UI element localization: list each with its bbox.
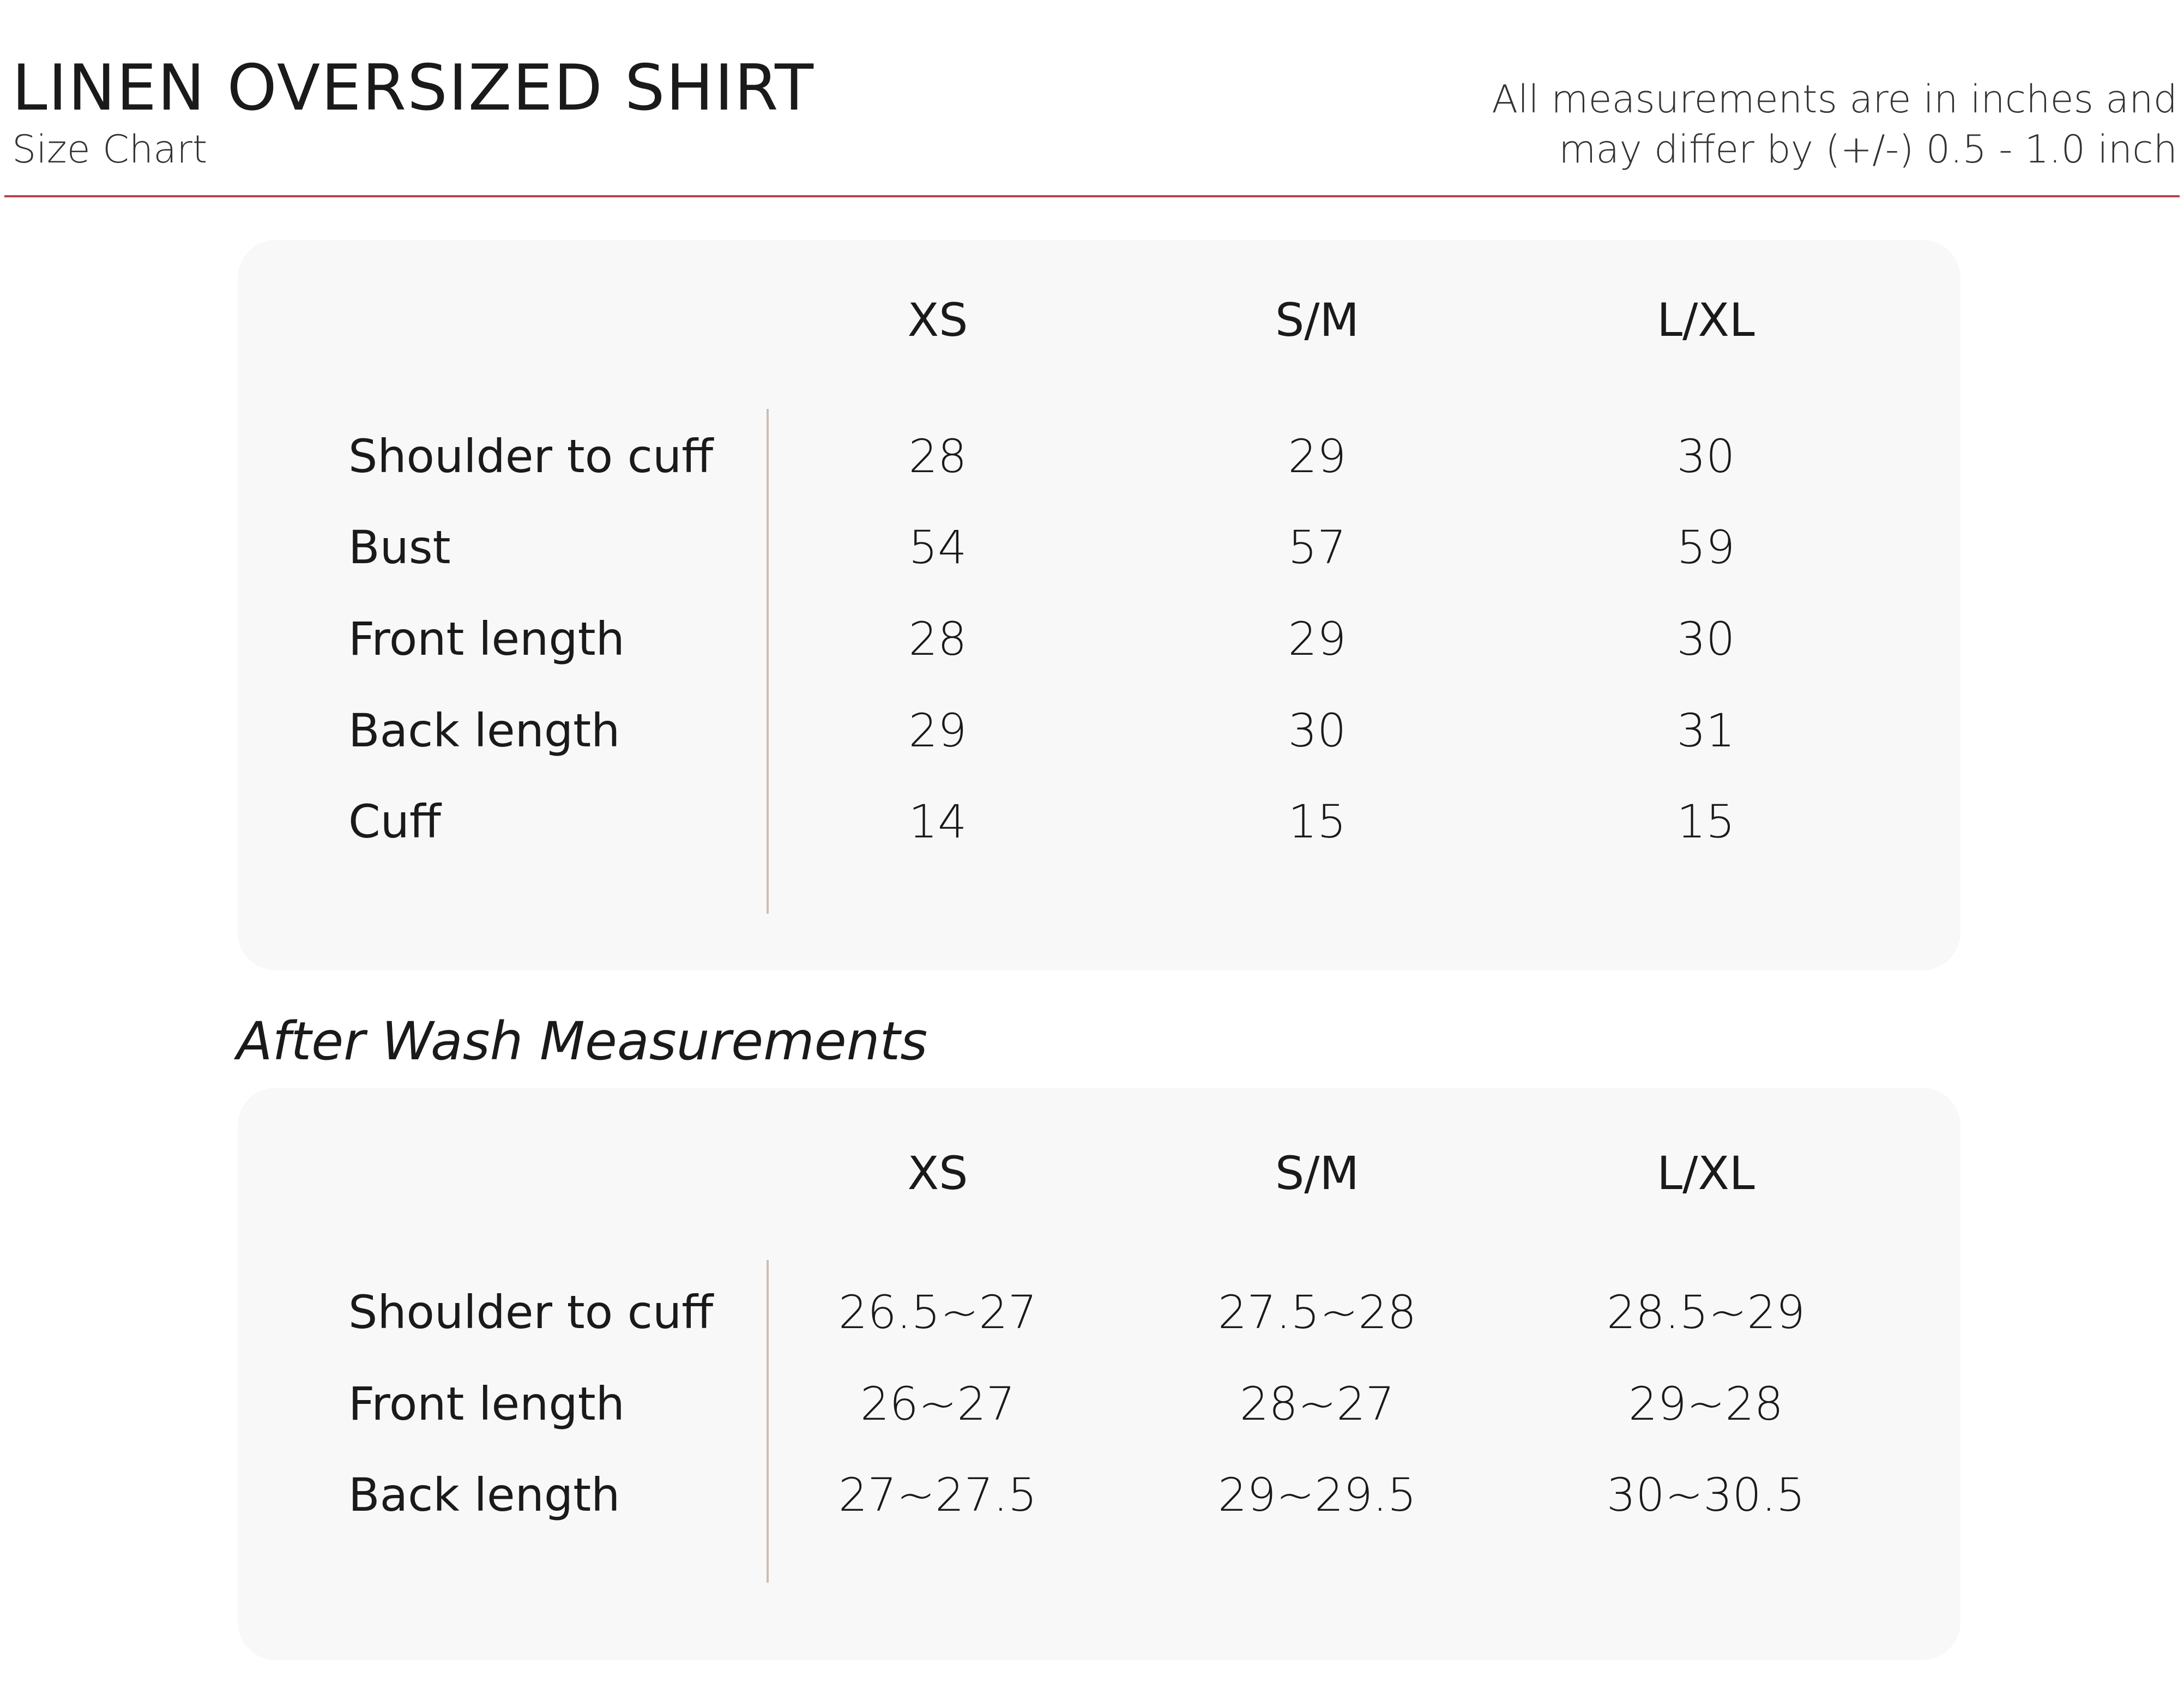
row-label-front-length: Front length [348,612,625,666]
table-cell: 29 [908,704,967,757]
table-cell: 15 [1288,795,1347,848]
table-cell: 26~27 [860,1377,1016,1431]
page-subtitle: Size Chart [12,127,208,172]
after-wash-title: After Wash Measurements [237,1011,928,1072]
row-label-shoulder-to-cuff: Shoulder to cuff [348,430,714,483]
table-cell: 29 [1288,430,1347,483]
column-header-sm: S/M [1275,1147,1360,1200]
measurement-note [1492,74,2177,174]
table-cell: 27.5~28 [1217,1286,1417,1339]
row-label-back-length: Back length [348,704,620,757]
column-divider [767,409,769,914]
table-cell: 54 [908,521,967,574]
measurement-note-line-1: All measurements are in inches and [1492,77,2177,122]
page-title: LINEN OVERSIZED SHIRT [12,51,815,125]
table-cell: 29~28 [1628,1377,1784,1431]
table-cell: 27~27.5 [838,1468,1037,1522]
table-cell: 29~29.5 [1217,1468,1417,1522]
row-label-bust: Bust [348,521,451,574]
table-cell: 28 [908,430,967,483]
header-divider [4,195,2180,197]
row-label-cuff: Cuff [348,795,441,848]
row-label-front-length: Front length [348,1377,625,1431]
column-header-xs: XS [907,293,968,347]
table-cell: 30~30.5 [1606,1468,1806,1522]
table-cell: 29 [1288,612,1347,666]
measurement-note-line-2: may differ by (+/-) 0.5 - 1.0 inch [1559,127,2177,172]
column-header-lxl: L/XL [1657,293,1755,347]
column-header-lxl: L/XL [1657,1147,1755,1200]
table-cell: 14 [908,795,967,848]
table-cell: 26.5~27 [838,1286,1037,1339]
after-wash-table [238,1088,1960,1660]
table-cell: 30 [1676,612,1735,666]
column-divider [767,1260,769,1583]
table-cell: 31 [1676,704,1735,757]
table-cell: 30 [1288,704,1347,757]
table-cell: 30 [1676,430,1735,483]
table-cell: 59 [1676,521,1735,574]
table-cell: 28 [908,612,967,666]
table-cell: 15 [1676,795,1735,848]
table-cell: 28.5~29 [1606,1286,1806,1339]
table-cell: 28~27 [1239,1377,1395,1431]
size-chart-table [238,240,1960,970]
column-header-xs: XS [907,1147,968,1200]
row-label-shoulder-to-cuff: Shoulder to cuff [348,1286,714,1339]
column-header-sm: S/M [1275,293,1360,347]
row-label-back-length: Back length [348,1468,620,1522]
table-cell: 57 [1288,521,1347,574]
